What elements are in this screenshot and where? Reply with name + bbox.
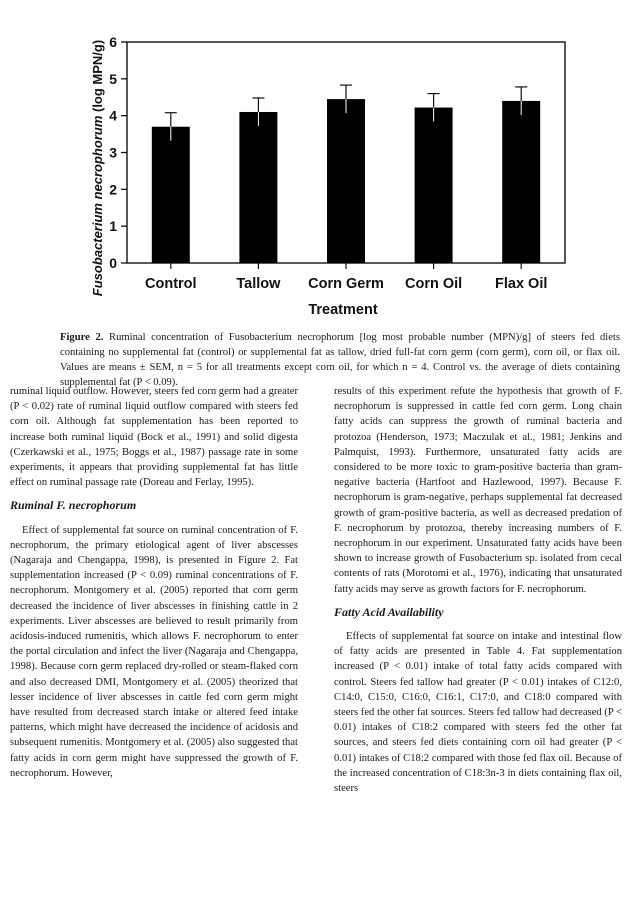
bar <box>502 101 540 263</box>
y-tick-label: 3 <box>109 144 117 161</box>
bar <box>415 108 453 263</box>
x-tick-label: Control <box>145 276 197 292</box>
y-tick-label: 6 <box>109 34 117 50</box>
bar <box>239 112 277 263</box>
chart-bars <box>152 99 540 263</box>
y-tick-label: 2 <box>109 181 117 198</box>
bar <box>152 127 190 263</box>
x-axis-label: Treatment <box>308 302 378 318</box>
y-tick-label: 1 <box>109 218 117 235</box>
y-label-units: (log MPN/g) <box>90 39 105 113</box>
bar <box>327 99 365 263</box>
x-tick-label: Tallow <box>236 276 281 292</box>
x-tick-labels <box>145 263 547 292</box>
y-label-species: Fusobacterium necrophorum <box>90 112 105 297</box>
right-paragraph-1: results of this experiment refute the hypothesis that growth of F. necrophorum is suppressed in cattle fed corn germ. Long chain fatty acids can suppress the growth of ruminal bacteria and protozoa (Henderson, 1973; Maczulak et al., 1981; Jenkins and Palmquist, 1993). Furthermore, unsaturated fatty acids are considered to be more toxic to gram-positive bacteria than gram-negative bacteria (Hartfoot and Hazlewood, 1997). Because F. necrophorum is gram-negative, perhaps supplemental fat decreased growth of gram-positive bacteria, as well as decreased predation of F. necrophorum by protozoa, thereby increasing numbers of F. necrophorum in our experiment. Unsaturated fatty acids have been shown to increase growth of Fusobacterium sp. isolated from cecal contents of rats (Morotomi et al., 1976), indicating that unsaturated fatty acids may serve as growth factors for F. necrophorum. <box>334 386 622 595</box>
section-heading-ruminal: Ruminal F. necrophorum <box>10 498 137 513</box>
y-tick-label: 4 <box>109 107 117 124</box>
right-paragraph-2: Effects of supplemental fat source on intake and intestinal flow of fatty acids are presented in Table 4. Fat supplementation increased (P < 0.01) intake of total fatty acids compared with control. Steers fed tallow had greater (P < 0.01) intakes of C12:0, C14:0, C15:0, C16:0, C16:1, C17:0, and C18:0 compared with steers fed the other fat sources. Steers fed tallow had decreased (P < 0.01) intakes of C18:2 compared with steers fed the other fat sources, and steers fed diets containing corn oil had greater (P < 0.01) intakes of C18:2 compared with those fed flax oil. Because of the increased concentration of C18:3n-3 in diets containing flax oil, steers <box>334 631 622 795</box>
caption-text: Ruminal concentration of Fusobacterium necrophorum [log most probable number (MPN)/g] of steers fed diets containing no supplemental fat (control) or supplemental fat as tallow, dried full-fat corn germ (corn germ), corn oil, or flax oil. Values are means ± SEM, n = 5 for all treatments except corn oil, for which n = 4. Control vs. the average of diets containing supplemental fat (P < 0.09). <box>60 332 620 388</box>
figure-caption <box>60 330 620 390</box>
y-tick-label: 0 <box>109 255 117 271</box>
caption-label: Figure 2. <box>60 332 104 343</box>
left-paragraph-2: Effect of supplemental fat source on ruminal concentration of F. necrophorum, the primary etiological agent of liver abscesses (Nagaraja and Chengappa, 1998), is presented in Figure 2. Fat supplementation increased (P < 0.09) ruminal concentrations of F. necrophorum. Montgomery et al. (2005) reported that corn germ decreased the incidence of liver abscesses in finishing cattle in 2 experiments. Liver abscesses are believed to result primarily from acidosis-induced rumenitis, which allows F. necrophorum to enter the portal circulation and infect the liver (Nagaraja and Chengappa, 1998). Because corn germ replaced dry-rolled or steam-flaked corn and also decreased DMI, Montgomery et al. (2005) theorized that lesser incidence of liver abscesses in cattle fed corn germ might have resulted from decreased starch intake or altered feed intake patterns, which might have decreased the incidence of acidosis and subsequent rumenitis. Montgomery et al. (2005) also suggested that fatty acids in corn germ might have suppressed the growth of F. necrophorum. However, <box>10 524 298 779</box>
x-tick-label: Corn Oil <box>404 276 463 292</box>
y-axis-label <box>90 40 105 296</box>
left-paragraph-1: ruminal liquid outflow. However, steers fed corn germ had a greater (P < 0.02) rate of ruminal liquid outflow compared with steers fed corn oil. Although fat supplementation has been reported to increase both ruminal liquid (Bock et al., 1991) and solid digesta (Czerkawski et al., 1975; Boggs et al., 1987) passage rate in some experiments, it appears that providing supplemental fat has little effect on ruminal passage rate (Doreau and Ferlay, 1995). <box>10 386 298 489</box>
x-tick-label: Corn Germ <box>308 276 384 292</box>
x-tick-label: Flax Oil <box>495 276 548 292</box>
right-column <box>334 384 622 796</box>
left-column <box>10 384 298 781</box>
y-tick-label: 5 <box>109 70 117 87</box>
y-ticks <box>109 34 127 271</box>
section-heading-fatty-acid: Fatty Acid Availability <box>334 604 444 619</box>
bar-chart <box>0 0 640 325</box>
